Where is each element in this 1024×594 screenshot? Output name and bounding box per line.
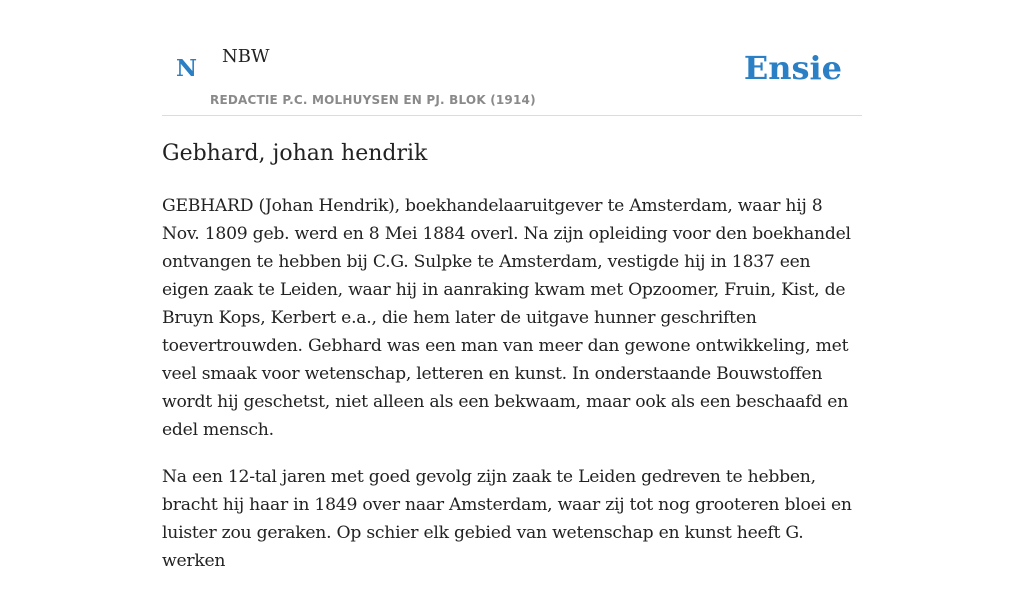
source-logo: N bbox=[176, 55, 198, 82]
article-title: Gebhard, johan hendrik bbox=[162, 141, 428, 166]
article-body bbox=[162, 192, 862, 594]
article-paragraph: GEBHARD (Johan Hendrik), boekhandelaaruitgever te Amsterdam, waar hij 8 Nov. 1809 geb. werd en 8 Mei 1884 overl. Na zijn opleiding voor den boekhandel ontvangen te hebben bij C.G. Sulpke te Amsterdam, vestigde hij in 1837 een eigen zaak te Leiden, waar hij in aanraking kwam met Opzoomer, Fruin, Kist, de Bruyn Kops, Kerbert e.a., die hem later de uitgave hunner geschriften toevertrouwden. Gebhard was een man van meer dan gewone ontwikkeling, met veel smaak voor wetenschap, letteren en kunst. In onderstaande Bouwstoffen wordt hij geschetst, niet alleen als een bekwaam, maar ook als een beschaafd en edel mensch. bbox=[162, 196, 851, 440]
source-header bbox=[162, 0, 862, 116]
brand-logo-link[interactable]: Ensie bbox=[743, 49, 842, 87]
source-name-link[interactable]: NBW bbox=[222, 46, 270, 67]
article-paragraph: Na een 12-tal jaren met goed gevolg zijn zaak te Leiden gedreven te hebben, bracht hij haar in 1849 over naar Amsterdam, waar zij tot nog grooteren bloei en luister zou geraken. Op schier elk gebied van wetenschap en kunst heeft G. werken bbox=[162, 467, 852, 571]
source-subtitle: REDACTIE P.C. MOLHUYSEN EN PJ. BLOK (1914) bbox=[210, 93, 536, 107]
